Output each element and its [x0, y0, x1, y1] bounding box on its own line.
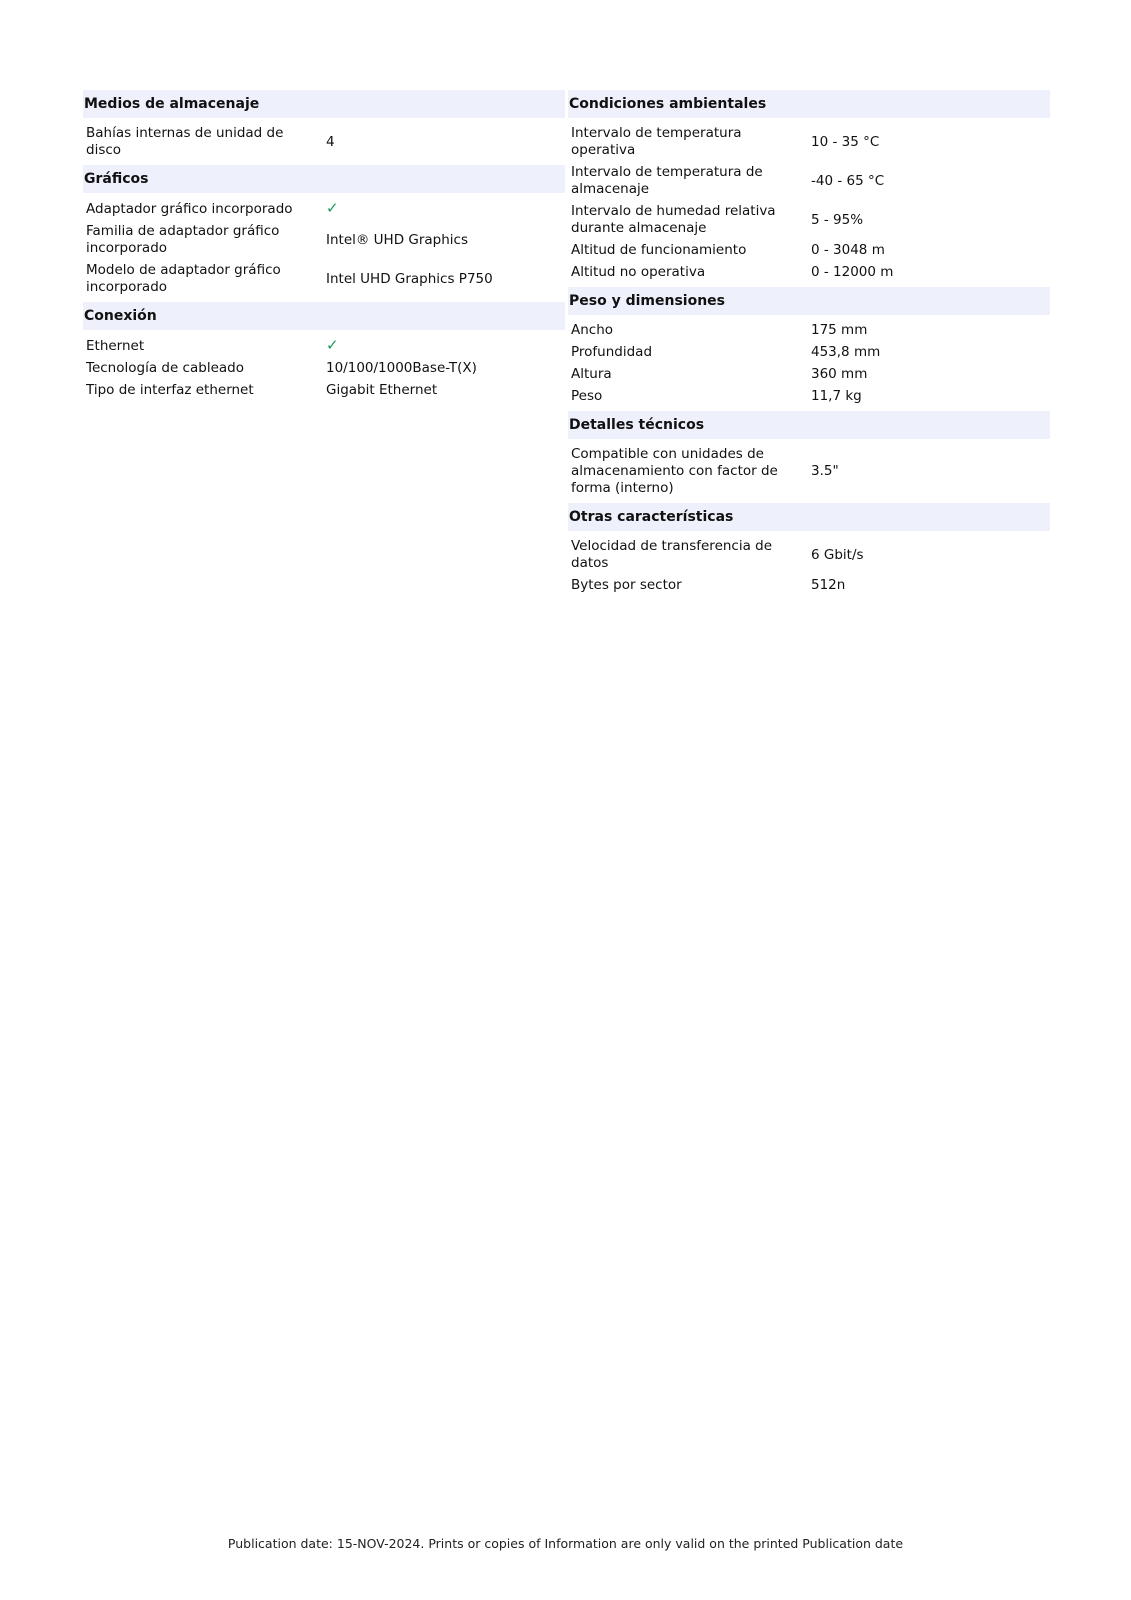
- spec-value: 3.5": [811, 463, 839, 479]
- check-icon: ✓: [326, 199, 339, 217]
- section-header: Medios de almacenaje: [83, 90, 565, 118]
- spec-label: Altitud de funcionamiento: [571, 242, 747, 258]
- spec-value: 11,7 kg: [811, 388, 862, 404]
- spec-label: Velocidad de transferencia de datos: [571, 538, 773, 571]
- section-graficos: [83, 165, 565, 298]
- section-header: Gráficos: [83, 165, 565, 193]
- spec-label: Intervalo de temperatura operativa: [571, 125, 742, 158]
- spec-label: Tecnología de cableado: [86, 360, 244, 376]
- spec-row: [568, 319, 1050, 341]
- spec-row: [83, 259, 565, 298]
- spec-label: Ancho: [571, 322, 614, 338]
- spec-value: Gigabit Ethernet: [326, 382, 438, 398]
- spec-row: [83, 357, 565, 379]
- section-peso-y-dimensiones: [568, 287, 1050, 407]
- check-icon: ✓: [326, 336, 339, 354]
- spec-row: [568, 239, 1050, 261]
- spec-row: [568, 363, 1050, 385]
- spec-value: 175 mm: [811, 322, 868, 338]
- spec-label: Intervalo de humedad relativa durante almacenaje: [571, 203, 776, 236]
- spec-value: 10 - 35 °C: [811, 133, 880, 150]
- spec-label: Bytes por sector: [571, 577, 682, 593]
- spec-row: [83, 334, 565, 357]
- section-medios-de-almacenaje: [83, 90, 565, 161]
- spec-value: [323, 337, 565, 355]
- section-condiciones-ambientales: [568, 90, 1050, 283]
- spec-row: [568, 122, 1050, 161]
- section-header: Peso y dimensiones: [568, 287, 1050, 315]
- publication-date-footer: Publication date: 15-NOV-2024. Prints or copies of Information are only valid on the printed Publication date: [227, 1536, 904, 1551]
- spec-value: -40 - 65 °C: [811, 172, 885, 189]
- spec-label: Modelo de adaptador gráfico incorporado: [86, 262, 281, 295]
- spec-value: 0 - 3048 m: [811, 242, 885, 258]
- section-header: Detalles técnicos: [568, 411, 1050, 439]
- spec-value: 6 Gbit/s: [811, 546, 864, 563]
- spec-value: 5 - 95%: [811, 211, 864, 228]
- section-detalles-tecnicos: [568, 411, 1050, 499]
- spec-value: 512n: [811, 577, 846, 593]
- spec-row: [568, 261, 1050, 283]
- section-conexion: [83, 302, 565, 401]
- spec-row: [83, 197, 565, 220]
- spec-row: [568, 200, 1050, 239]
- spec-row: [83, 122, 565, 161]
- right-spec-column: [568, 90, 1050, 596]
- spec-value: [323, 200, 565, 218]
- spec-label: Altitud no operativa: [571, 264, 706, 280]
- spec-row: [568, 574, 1050, 596]
- section-header: Conexión: [83, 302, 565, 330]
- section-otras-caracteristicas: [568, 503, 1050, 596]
- spec-label: Bahías internas de unidad de disco: [86, 125, 284, 158]
- spec-label: Peso: [571, 388, 603, 404]
- spec-value: Intel UHD Graphics P750: [326, 270, 493, 287]
- spec-row: [568, 385, 1050, 407]
- spec-label: Familia de adaptador gráfico incorporado: [86, 223, 280, 256]
- section-header: Otras características: [568, 503, 1050, 531]
- spec-label: Adaptador gráfico incorporado: [86, 200, 293, 217]
- spec-label: Ethernet: [86, 337, 145, 354]
- spec-label: Profundidad: [571, 344, 653, 360]
- left-spec-column: [83, 90, 565, 401]
- spec-label: Altura: [571, 366, 612, 382]
- spec-value: 360 mm: [811, 366, 868, 382]
- spec-row: [568, 341, 1050, 363]
- spec-label: Tipo de interfaz ethernet: [86, 382, 254, 398]
- spec-row: [83, 379, 565, 401]
- spec-value: 453,8 mm: [811, 344, 881, 360]
- spec-row: [568, 535, 1050, 574]
- spec-row: [568, 443, 1050, 499]
- spec-row: [83, 220, 565, 259]
- spec-value: 4: [326, 133, 335, 150]
- spec-label: Intervalo de temperatura de almacenaje: [571, 164, 763, 197]
- spec-row: [568, 161, 1050, 200]
- spec-value: Intel® UHD Graphics: [326, 231, 469, 248]
- spec-label: Compatible con unidades de almacenamiento con factor de forma (interno): [571, 446, 778, 496]
- section-header: Condiciones ambientales: [568, 90, 1050, 118]
- spec-value: 0 - 12000 m: [811, 264, 894, 280]
- spec-value: 10/100/1000Base-T(X): [326, 360, 477, 376]
